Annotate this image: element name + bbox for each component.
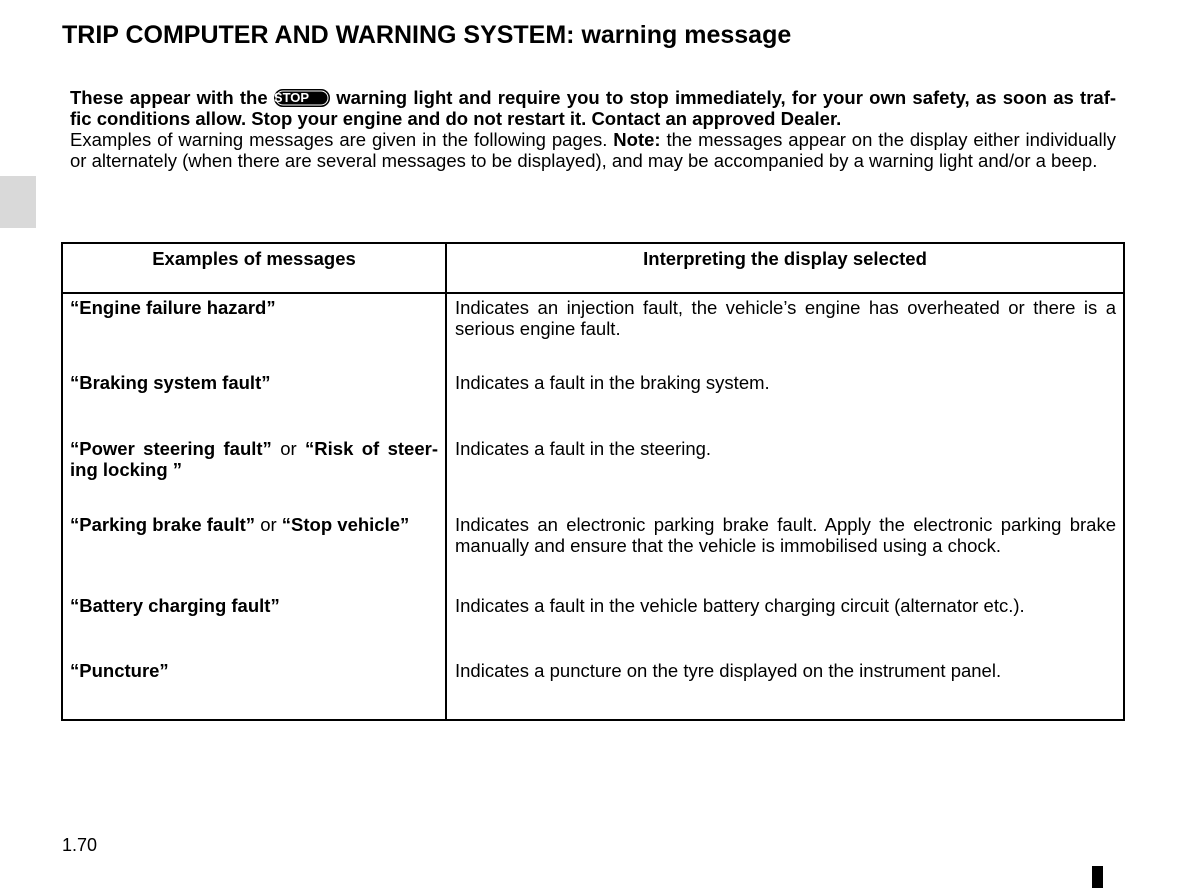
message-cell bbox=[70, 438, 438, 480]
page-number: 1.70 bbox=[62, 835, 98, 855]
message-primary: “Parking brake fault” bbox=[70, 514, 256, 535]
interpretation-cell bbox=[455, 372, 1116, 393]
header-interpreting-display: Interpreting the display selected bbox=[643, 248, 927, 269]
intro-line-3-end: the messages appear on the display either individually bbox=[666, 129, 1117, 150]
interpretation-line: Indicates a fault in the braking system. bbox=[455, 372, 770, 393]
interpretation-cell bbox=[455, 595, 1116, 616]
message-line: ing locking ” bbox=[70, 459, 183, 480]
header-examples-of-messages: Examples of messages bbox=[152, 248, 356, 269]
interpretation-line: Indicates a fault in the vehicle battery charging circuit (alternator etc.). bbox=[455, 595, 1025, 616]
table-row bbox=[63, 595, 1123, 655]
page-edge-marker bbox=[1092, 866, 1103, 888]
message-alternative: “Risk of steer- bbox=[305, 438, 438, 459]
table-row bbox=[63, 514, 1123, 574]
page-title: TRIP COMPUTER AND WARNING SYSTEM: warning message bbox=[62, 21, 792, 49]
interpretation-cell bbox=[455, 438, 1116, 459]
intro-bold-line-2: fic conditions allow. Stop your engine and do not restart it. Contact an approved Dealer. bbox=[70, 108, 842, 129]
message-primary: “Power steering fault” bbox=[70, 438, 272, 459]
message-cell: “Battery charging fault” bbox=[70, 595, 280, 616]
table-row bbox=[63, 297, 1123, 357]
message-alternative: “Stop vehicle” bbox=[281, 514, 410, 535]
header-divider bbox=[63, 292, 1123, 294]
stop-icon-label: STOP bbox=[273, 90, 310, 105]
message-cell: “Puncture” bbox=[70, 660, 169, 681]
interpretation-line: manually and ensure that the vehicle is immobilised using a chock. bbox=[455, 535, 1002, 556]
message-line bbox=[70, 514, 438, 535]
interpretation-cell bbox=[455, 297, 1116, 339]
interpretation-line: Indicates a puncture on the tyre displayed on the instrument panel. bbox=[455, 660, 1002, 681]
interpretation-line: serious engine fault. bbox=[455, 318, 621, 339]
interpretation-cell bbox=[455, 514, 1116, 556]
intro-line-3-start: Examples of warning messages are given in the following pages. bbox=[70, 129, 608, 150]
interpretation-line: Indicates a fault in the steering. bbox=[455, 438, 712, 459]
table-row bbox=[63, 372, 1123, 432]
message-line bbox=[70, 438, 438, 459]
intro-bold-line-1-start: These appear with the bbox=[70, 87, 268, 108]
table-row bbox=[63, 660, 1123, 720]
intro-paragraph bbox=[70, 87, 1116, 171]
message-cell: “Engine failure hazard” bbox=[70, 297, 276, 318]
table-row bbox=[63, 438, 1123, 498]
intro-bold-line-1 bbox=[70, 87, 1116, 108]
chapter-side-tab bbox=[0, 176, 36, 228]
interpretation-line: Indicates an injection fault, the vehicle’s engine has overheated or there is a bbox=[455, 297, 1116, 318]
intro-line-4: or alternately (when there are several messages to be displayed), and may be accompanied by a warning light and/or a beep. bbox=[70, 150, 1098, 171]
warning-messages-table bbox=[61, 242, 1125, 721]
note-label: Note: bbox=[613, 129, 661, 150]
intro-bold-line-1-end: warning light and require you to stop immediately, for your own safety, as soon as traf- bbox=[336, 87, 1117, 108]
interpretation-line: Indicates an electronic parking brake fault. Apply the electronic parking brake bbox=[455, 514, 1116, 535]
message-connector: or bbox=[260, 514, 277, 535]
message-connector: or bbox=[280, 438, 297, 459]
message-cell: “Braking system fault” bbox=[70, 372, 271, 393]
stop-warning-light-icon bbox=[274, 89, 330, 107]
interpretation-cell bbox=[455, 660, 1116, 681]
intro-line-3 bbox=[70, 129, 1116, 150]
message-cell bbox=[70, 514, 438, 535]
